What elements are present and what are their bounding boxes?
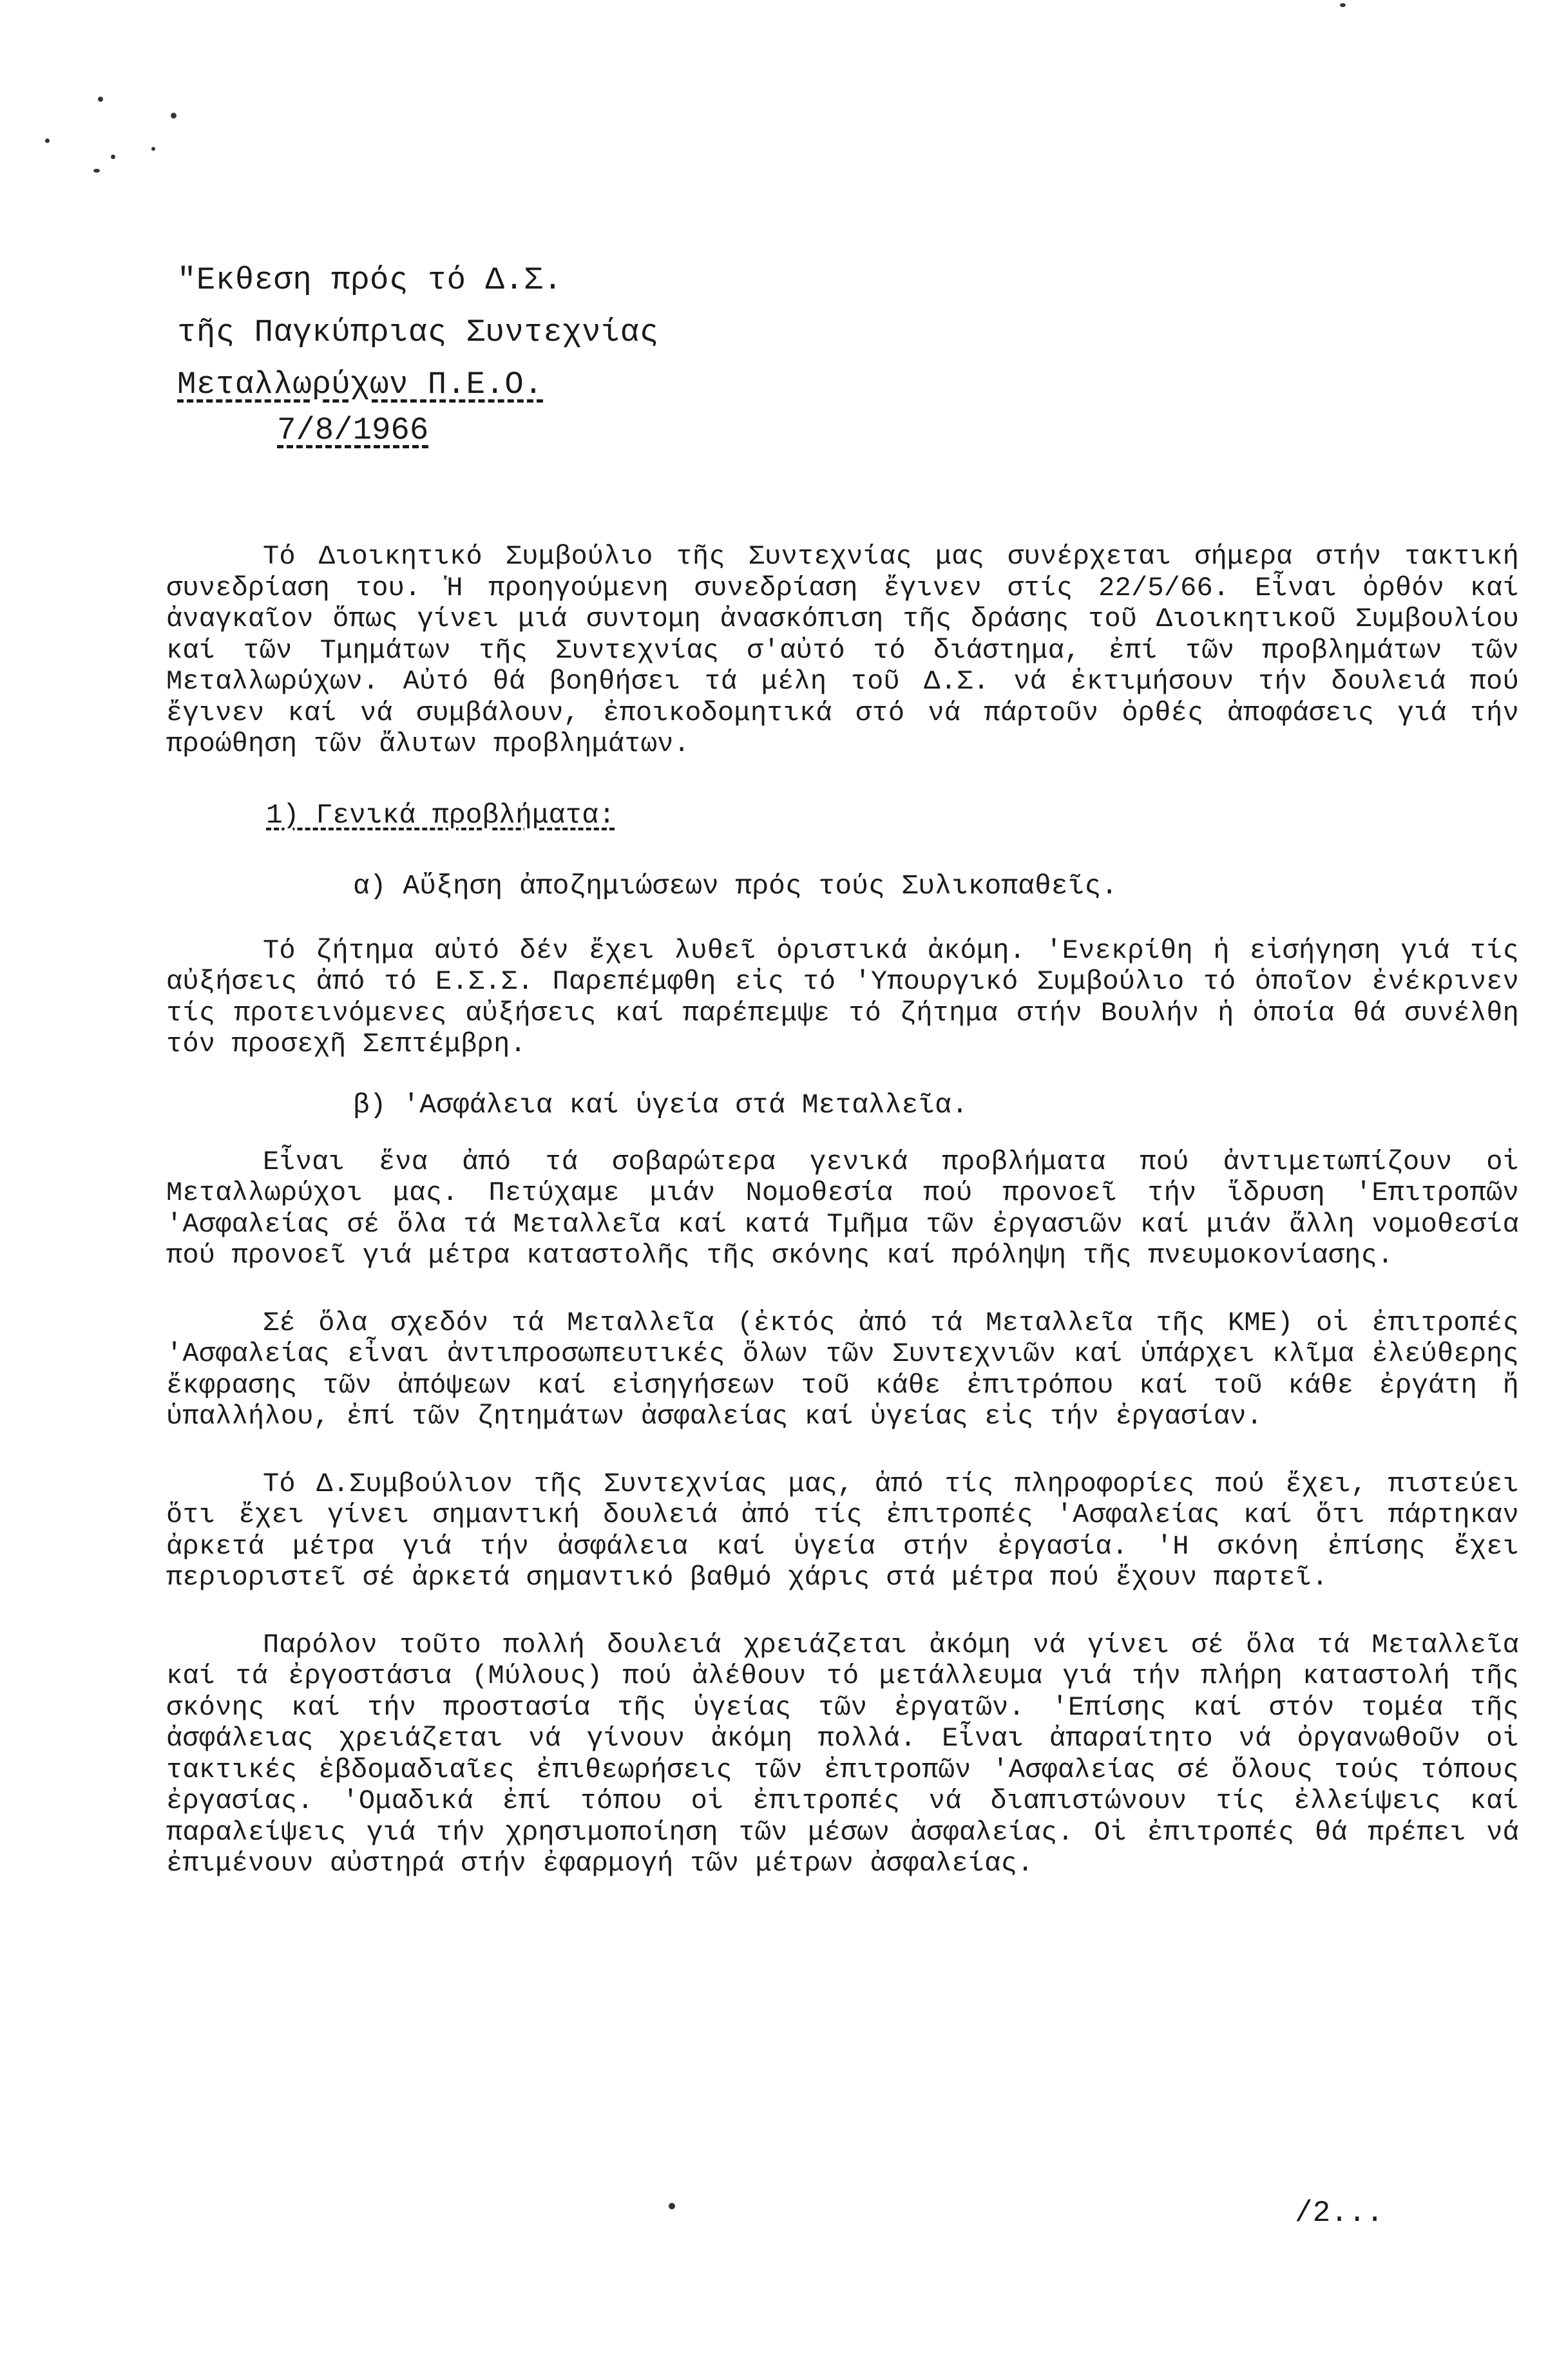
- header-line-3: Μεταλλωρύχων Π.Ε.Ο.: [177, 367, 544, 403]
- document-header: [177, 254, 659, 411]
- header-line-2: τῆς Παγκύπριας Συντεχνίας: [177, 314, 659, 350]
- subsection-b-title: β) 'Ασφάλεια καί ὑγεία στά Μεταλλεῖα.: [353, 1089, 968, 1121]
- scan-speck: [93, 169, 100, 173]
- section-heading-general-problems: 1) Γενικά προβλήματα:: [266, 799, 615, 831]
- document-body: [166, 541, 1519, 1880]
- scan-speck: [171, 113, 177, 119]
- subsection-b-paragraph-3: Τό Δ.Συμβούλιον τῆς Συντεχνίας μας, ἀπό τίς πληροφορίες πού ἔχει, πιστεύει ὅτι ἔχει γίνει σημαντική δουλειά ἀπό τίς ἐπιτροπές 'Ασφαλείας καί ὅτι πάρτηκαν ἀρκετά μέτρα γιά τήν ἀσφάλεια καί ὑγεία στήν ἐργασία. 'Η σκόνη ἐπίσης ἔχει περιοριστεῖ σέ ἀρκετά σημαντικό βαθμό χάρις στά μέτρα πού ἔχουν παρτεῖ.: [166, 1468, 1519, 1593]
- scan-speck: [111, 155, 115, 159]
- subsection-b-paragraph-1: Εἶναι ἕνα ἀπό τά σοβαρώτερα γενικά προβλήματα πού ἀντιμετωπίζουν οἱ Μεταλλωρύχοι μας. Πετύχαμε μιάν Νομοθεσία πού προνοεῖ τήν ἵδρυση 'Επιτροπῶν 'Ασφαλείας σέ ὅλα τά Μεταλλεῖα καί κατά Τμῆμα τῶν ἐργασιῶν καί μιάν ἄλλη νομοθεσία πού προνοεῖ γιά μέτρα καταστολῆς τῆς σκόνης καί πρόληψη τῆς πνευμοκονίασης.: [166, 1146, 1519, 1271]
- subsection-a-title: α) Αὔξηση ἀποζημιώσεων πρός τούς Συλικοπαθεῖς.: [353, 870, 1118, 902]
- subsection-a-paragraph: Τό ζήτημα αὐτό δέν ἔχει λυθεῖ ὁριστικά ἀκόμη. 'Ενεκρίθη ἡ εἰσήγηση γιά τίς αὐξήσεις ἀπό τό Ε.Σ.Σ. Παρεπέμφθη εἰς τό 'Υπουργικό Συμβούλιο τό ὁποῖον ἐνέκρινεν τίς προτεινόμενες αὐξήσεις καί παρέπεμψε τό ζήτημα στήν Βουλήν ἡ ὁποία θά συνέλθη τόν προσεχῆ Σεπτέμβρη.: [166, 935, 1519, 1060]
- scan-speck: [98, 97, 103, 102]
- scan-speck: [151, 147, 155, 151]
- scan-speck: [669, 2203, 675, 2209]
- subsection-b-paragraph-2: Σέ ὅλα σχεδόν τά Μεταλλεῖα (ἐκτός ἀπό τά Μεταλλεῖα τῆς ΚΜΕ) οἱ ἐπιτροπές 'Ασφαλείας εἶναι ἀντιπροσωπευτικές ὅλων τῶν Συντεχνιῶν καί ὑπάρχει κλῖμα ἐλεύθερης ἔκφρασης τῶν ἀπόψεων καί εἰσηγήσεων τοῦ κάθε ἐπιτρόπου καί τοῦ κάθε ἐργάτη ἤ ὑπαλλήλου, ἐπί τῶν ζητημάτων ἀσφαλείας καί ὑγείας εἰς τήν ἐργασίαν.: [166, 1307, 1519, 1432]
- page-continuation-marker: /2...: [1295, 2196, 1384, 2230]
- header-line-1: "Εκθεση πρός τό Δ.Σ.: [177, 262, 563, 298]
- subsection-b-paragraph-4: Παρόλον τοῦτο πολλή δουλειά χρειάζεται ἀκόμη νά γίνει σέ ὅλα τά Μεταλλεῖα καί τά ἐργοστάσια (Μύλους) πού ἀλέθουν τό μετάλλευμα γιά τήν πλήρη καταστολή τῆς σκόνης καί τήν προστασία τῆς ὑγείας τῶν ἐργατῶν. 'Επίσης καί στόν τομέα τῆς ἀσφάλειας χρειάζεται νά γίνουν ἀκόμη πολλά. Εἶναι ἀπαραίτητο νά ὀργανωθοῦν οἱ τακτικές ἑβδομαδιαῖες ἐπιθεωρήσεις τῶν ἐπιτροπῶν 'Ασφαλείας σέ ὅλους τούς τόπους ἐργασίας. 'Ομαδικά ἐπί τόπου οἱ ἐπιτροπές νά διαπιστώνουν τίς ἐλλείψεις καί παραλείψεις γιά τήν χρησιμοποίηση τῶν μέσων ἀσφαλείας. Οἱ ἐπιτροπές θά πρέπει νά ἐπιμένουν αὐστηρά στήν ἐφαρμογή τῶν μέτρων ἀσφαλείας.: [166, 1629, 1519, 1879]
- document-date: 7/8/1966: [277, 412, 429, 448]
- scan-speck: [1340, 3, 1346, 7]
- scan-speck: [45, 138, 50, 143]
- intro-paragraph: Τό Διοικητικό Συμβούλιο τῆς Συντεχνίας μας συνέρχεται σήμερα στήν τακτική συνεδρίαση του. Ἡ προηγούμενη συνεδρίαση ἔγινεν στίς 22/5/66. Εἶναι ὀρθόν καί ἀναγκαῖον ὅπως γίνει μιά συντομη ἀνασκόπιση τῆς δράσης τοῦ Διοικητικοῦ Συμβουλίου καί τῶν Τμημάτων τῆς Συντεχνίας σ'αὐτό τό διάστημα, ἐπί τῶν προβλημάτων τῶν Μεταλλωρύχων. Αὐτό θά βοηθήσει τά μέλη τοῦ Δ.Σ. νά ἐκτιμήσουν τήν δουλειά πού ἔγινεν καί νά συμβάλουν, ἐποικοδομητικά στό νά πάρτοῦν ὀρθές ἀποφάσεις γιά τήν προώθηση τῶν ἄλυτων προβλημάτων.: [166, 541, 1519, 759]
